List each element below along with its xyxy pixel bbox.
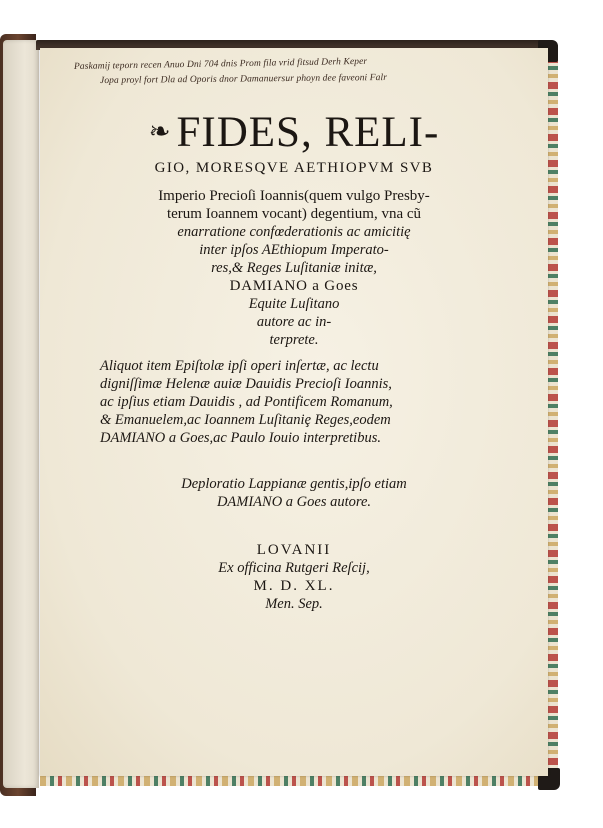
body-line-9: terprete.	[269, 332, 319, 348]
book-flyleaf	[3, 40, 39, 788]
imprint-place: LOVANII	[256, 542, 332, 558]
body-line-1: Imperio Precioſi Ioannis(quem vulgo Presby-	[158, 188, 430, 204]
manuscript-note-line-1: Paskamij teporn recen Anuo Dni 704 dnis Prom fila vrid fitsud Derh Keper	[73, 56, 368, 72]
body-line-5: res,& Reges Luſitaniæ initæ,	[211, 260, 377, 276]
book-subtitle: GIO, MORESQVE AETHIOPVM SVB	[154, 160, 434, 176]
deploratio-line-1: Deploratio Lappianæ gentis,ipſo etiam	[181, 476, 407, 492]
author-name-line: DAMIANO a Goes	[229, 278, 359, 294]
letters-line-1: Aliquot item Epiſtolæ ipſi operi inſertæ, ac lectu	[100, 358, 379, 374]
letters-line-4: & Emanuelem,ac Ioannem Luſitaniȩ Reges,eodem	[100, 412, 391, 428]
fleuron-icon: ❧	[148, 117, 171, 147]
title-page	[40, 48, 548, 776]
imprint-month: Men. Sep.	[265, 596, 323, 612]
body-line-3: enarratione confœderationis ac amicitię	[177, 224, 411, 240]
letters-line-3: ac ipſius etiam Dauidis , ad Pontificem Romanum,	[100, 394, 393, 410]
body-line-2: terum Ioannem vocant) degentium, vna cũ	[166, 206, 422, 222]
body-line-4: inter ipſos AEthiopum Imperato-	[199, 242, 389, 258]
body-line-8: autore ac in-	[256, 314, 332, 330]
deploratio-line-2: DAMIANO a Goes autore.	[216, 494, 372, 510]
book-title: FIDES, RELI-	[176, 108, 440, 156]
manuscript-note-line-2: Jopa proyl fort Dla ad Oporis dnor Damanuersur phoyn dee faveoni Falr	[99, 72, 388, 86]
imprint-printer: Ex officina Rutgeri Reſcij,	[218, 560, 370, 576]
letters-line-5: DAMIANO a Goes,ac Paulo Iouio interpretibus.	[100, 430, 381, 446]
title-row	[40, 110, 548, 154]
body-line-7: Equite Luſitano	[248, 296, 340, 312]
imprint-year: M. D. XL.	[253, 578, 335, 594]
letters-line-2: digniſſimæ Helenæ auiæ Dauidis Precioſi Ioannis,	[100, 376, 392, 392]
